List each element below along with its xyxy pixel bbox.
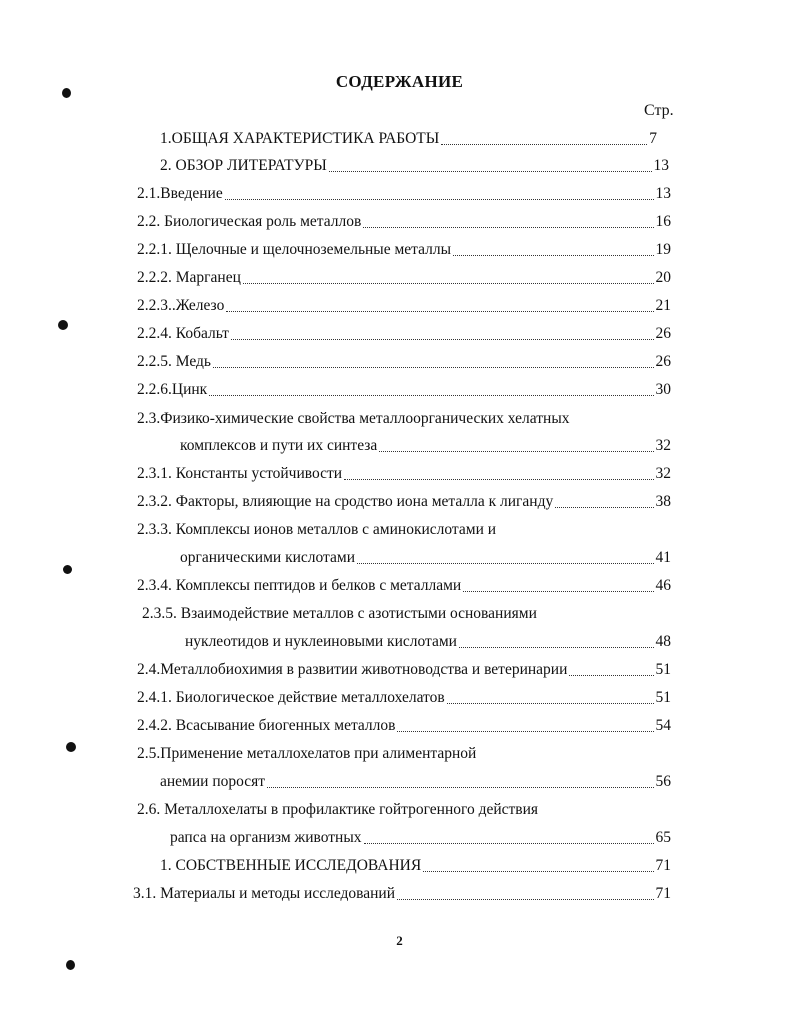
toc-entry: анемии поросят 56 <box>160 773 671 790</box>
toc-entry: 2.3.1. Константы устойчивости 32 <box>137 465 671 482</box>
scan-artifact <box>66 960 75 970</box>
toc-entry: 2. ОБЗОР ЛИТЕРАТУРЫ 13 <box>160 157 669 174</box>
toc-entry: 3.1. Материалы и методы исследований 71 <box>133 885 671 902</box>
toc-entry: нуклеотидов и нуклеиновыми кислотами 48 <box>185 633 671 650</box>
toc-entry-line: 2.3.Физико-химические свойства металлоорганических хелатных <box>137 410 570 427</box>
toc-entry: 2.2.1. Щелочные и щелочноземельные металлы 19 <box>137 241 671 258</box>
toc-entry: 2.3.2. Факторы, влияющие на сродство иона металла к лиганду 38 <box>137 493 671 510</box>
toc-entry: 2.2.3..Железо 21 <box>137 297 671 314</box>
toc-entry: 2.3.4. Комплексы пептидов и белков с металлами 46 <box>137 577 671 594</box>
toc-entry: комплексов и пути их синтеза 32 <box>180 437 671 454</box>
toc-entry: 2.4.Металлобиохимия в развитии животноводства и ветеринарии 51 <box>137 661 671 678</box>
page-title: СОДЕРЖАНИЕ <box>335 72 464 91</box>
scan-artifact <box>66 742 76 752</box>
scan-artifact <box>62 88 71 98</box>
toc-entry: 2.2.5. Медь 26 <box>137 353 671 370</box>
toc-entry-line: 2.6. Металлохелаты в профилактике гойтрогенного действия <box>137 801 539 818</box>
toc-entry: 2.4.1. Биологическое действие металлохелатов 51 <box>137 689 671 706</box>
toc-entry: рапса на организм животных 65 <box>170 829 671 846</box>
toc-entry-line: 2.3.3. Комплексы ионов металлов с аминокислотами и <box>137 521 497 538</box>
toc-entry-line: 2.3.5. Взаимодействие металлов с азотистыми основаниями <box>142 605 537 622</box>
toc-entry: 1. СОБСТВЕННЫЕ ИССЛЕДОВАНИЯ 71 <box>160 857 671 874</box>
toc-entry-line: 2.5.Применение металлохелатов при алиментарной <box>137 745 477 762</box>
toc-entry: 1.ОБЩАЯ ХАРАКТЕРИСТИКА РАБОТЫ 7 <box>160 130 657 147</box>
toc-entry: 2.2. Биологическая роль металлов 16 <box>137 213 671 230</box>
toc-entry: 2.4.2. Всасывание биогенных металлов 54 <box>137 717 671 734</box>
page-column-label: Стр. <box>644 102 674 119</box>
toc-entry: 2.2.4. Кобальт 26 <box>137 325 671 342</box>
toc-entry: органическими кислотами 41 <box>180 549 671 566</box>
scan-artifact <box>58 320 68 330</box>
scan-artifact <box>63 565 72 574</box>
toc-entry: 2.1.Введение 13 <box>137 185 671 202</box>
toc-entry: 2.2.6.Цинк 30 <box>137 381 671 398</box>
page-number: 2 <box>396 933 403 948</box>
toc-entry: 2.2.2. Марганец 20 <box>137 269 671 286</box>
